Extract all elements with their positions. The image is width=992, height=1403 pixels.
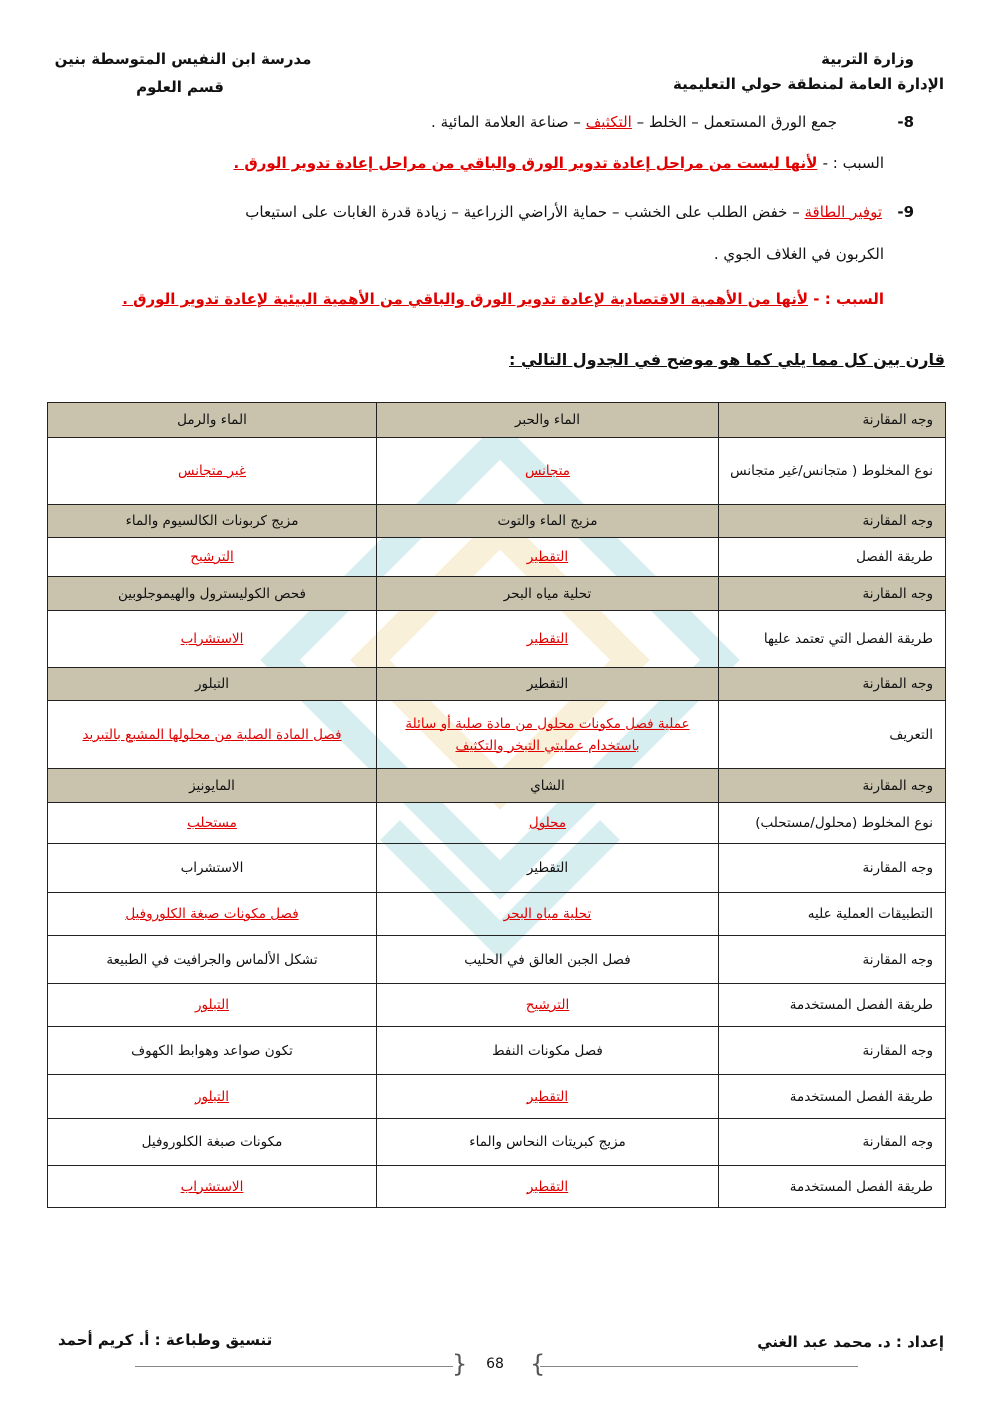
row-label: وجه المقارنة (719, 505, 946, 538)
row-label: وجه المقارنة (719, 577, 946, 611)
column-a-cell: تحلية مياه البحر (377, 893, 719, 936)
row-label: نوع المخلوط ( متجانس/غير متجانس (719, 438, 946, 505)
column-b-cell: مكونات صبغة الكلوروفيل (48, 1119, 377, 1166)
column-b-cell: الماء والرمل (48, 403, 377, 438)
column-b-cell: التبلور (48, 984, 377, 1027)
bracket-right: } (530, 1350, 546, 1378)
table-row (48, 769, 946, 803)
comparison-table (47, 402, 946, 1208)
row-label: وجه المقارنة (719, 668, 946, 701)
table-row (48, 403, 946, 438)
column-a-cell: محلول (377, 803, 719, 844)
column-b-cell: غير متجانس (48, 438, 377, 505)
table-row (48, 1166, 946, 1208)
column-a-cell: التقطير (377, 1075, 719, 1119)
column-a-cell: الماء والحبر (377, 403, 719, 438)
column-a-cell: التقطير (377, 538, 719, 577)
table-row (48, 701, 946, 769)
column-b-cell: فحص الكوليسترول والهيموجلوبين (48, 577, 377, 611)
table-row (48, 844, 946, 893)
ministry-name: وزارة التربية (821, 50, 914, 68)
column-a-cell: التقطير (377, 668, 719, 701)
table-row (48, 803, 946, 844)
table-row (48, 577, 946, 611)
table-row (48, 538, 946, 577)
prepared-by: إعداد : د. محمد عبد الغني (757, 1333, 944, 1351)
page-number: 68 (486, 1356, 504, 1372)
column-b-cell: الترشيح (48, 538, 377, 577)
table-row (48, 1027, 946, 1075)
row-label: وجه المقارنة (719, 936, 946, 984)
column-a-cell: مزيج كبريتات النحاس والماء (377, 1119, 719, 1166)
column-b-cell: المايونيز (48, 769, 377, 803)
column-a-cell: عملية فصل مكونات محلول من مادة صلبة أو سائلة باستخدام عمليتي التبخر والتكثيف (377, 701, 719, 769)
table-row (48, 1075, 946, 1119)
row-label: طريقة الفصل التي تعتمد عليها (719, 611, 946, 668)
column-a-cell: تحلية مياه البحر (377, 577, 719, 611)
column-b-cell: التبلور (48, 1075, 377, 1119)
column-a-cell: فصل مكونات النفط (377, 1027, 719, 1075)
row-label: طريقة الفصل المستخدمة (719, 1075, 946, 1119)
q9-line1: – خفض الطلب على الخشب – حماية الأراضي الزراعية – زيادة قدرة الغابات على استيعاب (245, 203, 800, 221)
column-b-cell: الاستشراب (48, 844, 377, 893)
table-row (48, 505, 946, 538)
row-label: التعريف (719, 701, 946, 769)
q9-number: 9- (897, 203, 914, 221)
q9-line2: الكربون في الغلاف الجوي . (713, 245, 884, 263)
row-label: وجه المقارنة (719, 844, 946, 893)
table-row (48, 668, 946, 701)
bracket-left: { (452, 1350, 468, 1378)
department-name: قسم العلوم (136, 78, 224, 96)
q8-options (431, 112, 837, 132)
q9-reason-label: السبب : - (813, 290, 884, 308)
row-label: طريقة الفصل المستخدمة (719, 984, 946, 1027)
column-a-cell: التقطير (377, 611, 719, 668)
q8-reason-text: لأنها ليست من مراحل إعادة تدوير الورق والباقي من مراحل إعادة تدوير الورق . (233, 154, 818, 172)
layout-by: تنسيق وطباعة : أ. كريم أحمد (58, 1331, 273, 1349)
row-label: طريقة الفصل المستخدمة (719, 1166, 946, 1208)
table-row (48, 893, 946, 936)
row-label: وجه المقارنة (719, 769, 946, 803)
column-b-cell: فصل مكونات صبغة الكلوروفيل (48, 893, 377, 936)
column-a-cell: الشاي (377, 769, 719, 803)
column-b-cell: فصل المادة الصلبة من محلولها المشبع بالتبريد (48, 701, 377, 769)
row-label: نوع المخلوط (محلول/مستحلب) (719, 803, 946, 844)
table-row (48, 611, 946, 668)
table-row (48, 1119, 946, 1166)
q8-items-before: جمع الورق المستعمل – الخلط – (636, 113, 837, 131)
q9-reason-text: لأنها من الأهمية الاقتصادية لإعادة تدوير الورق والباقي من الأهمية البيئية لإعادة تدوير الورق . (122, 290, 809, 308)
q8-items-after: – صناعة العلامة المائية . (431, 113, 581, 131)
compare-title: قارن بين كل مما يلي كما هو موضح في الجدول التالي : (509, 350, 945, 369)
q8-number: 8- (897, 113, 914, 131)
column-b-cell: الاستشراب (48, 611, 377, 668)
row-label: التطبيقات العملية عليه (719, 893, 946, 936)
table-row (48, 438, 946, 505)
q9-reason (122, 290, 884, 308)
q8-reason (233, 154, 884, 172)
q8-reason-label: السبب : - (822, 154, 884, 172)
column-a-cell: مزيج الماء والتوت (377, 505, 719, 538)
row-label: طريقة الفصل (719, 538, 946, 577)
school-name: مدرسة ابن النفيس المتوسطة بنين (54, 50, 312, 68)
column-b-cell: مستحلب (48, 803, 377, 844)
directorate-name: الإدارة العامة لمنطقة حولي التعليمية (672, 75, 944, 93)
row-label: وجه المقارنة (719, 403, 946, 438)
q8-answer: التكثيف (585, 113, 632, 131)
column-b-cell: مزيج كربونات الكالسيوم والماء (48, 505, 377, 538)
column-a-cell: التقطير (377, 1166, 719, 1208)
column-a-cell: التقطير (377, 844, 719, 893)
q9-options (112, 202, 882, 222)
row-label: وجه المقارنة (719, 1027, 946, 1075)
footer-line-left (135, 1366, 453, 1367)
footer-line-right (540, 1366, 858, 1367)
column-b-cell: الاستشراب (48, 1166, 377, 1208)
column-a-cell: متجانس (377, 438, 719, 505)
q9-answer: توفير الطاقة (804, 203, 882, 221)
column-a-cell: فصل الجبن العالق في الحليب (377, 936, 719, 984)
column-a-cell: الترشيح (377, 984, 719, 1027)
column-b-cell: التبلور (48, 668, 377, 701)
table-row (48, 984, 946, 1027)
row-label: وجه المقارنة (719, 1119, 946, 1166)
column-b-cell: تكون صواعد وهوابط الكهوف (48, 1027, 377, 1075)
table-row (48, 936, 946, 984)
column-b-cell: تشكل الألماس والجرافيت في الطبيعة (48, 936, 377, 984)
